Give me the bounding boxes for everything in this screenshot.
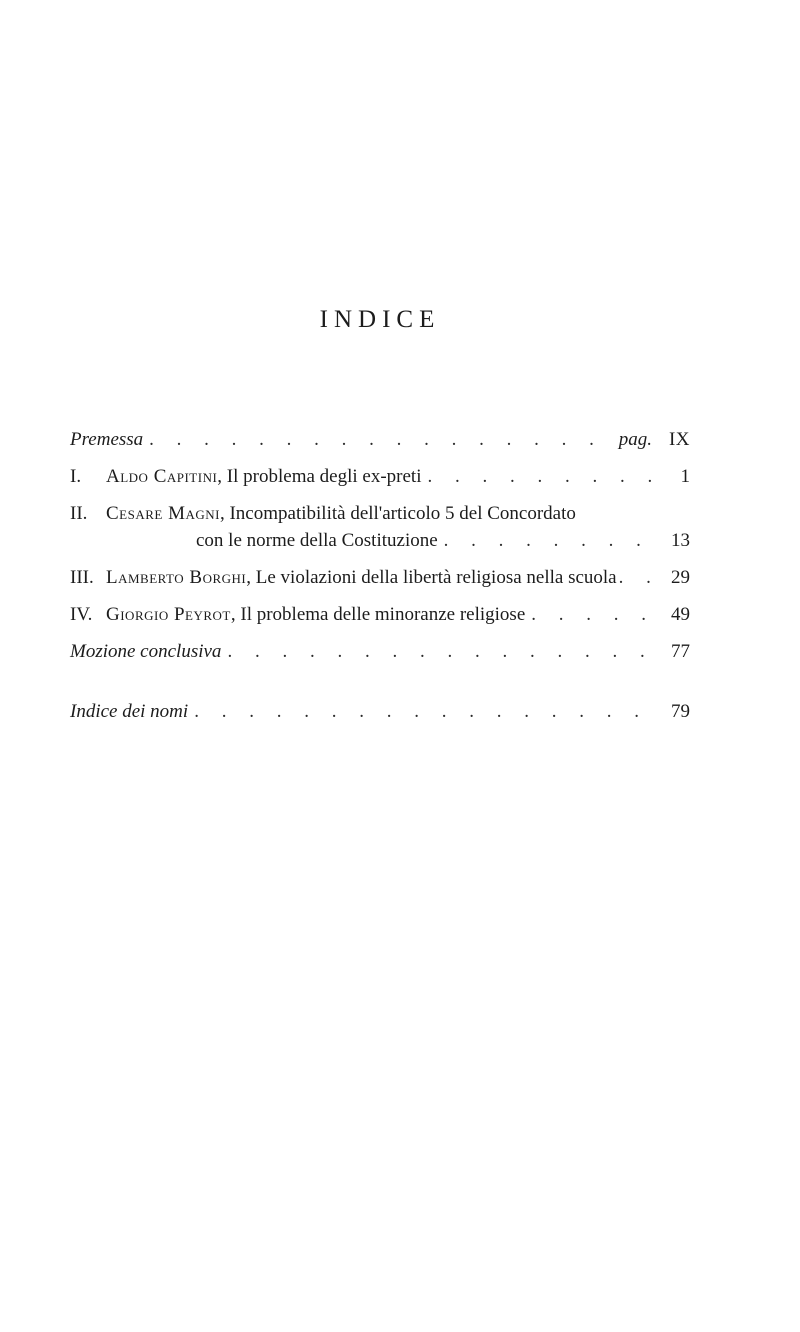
toc-entry-page: IX [668, 429, 690, 450]
toc-entry-page: 1 [680, 466, 690, 487]
toc-entry-numeral: II. [70, 503, 88, 524]
page-title: INDICE [319, 306, 441, 333]
toc-entry-2[interactable] [70, 500, 690, 527]
leader-dots [619, 564, 662, 591]
toc-entry-1[interactable] [70, 463, 690, 490]
toc-entry-title-continuation: con le norme della Costituzione [196, 530, 438, 551]
toc-entry-page: 77 [671, 641, 690, 662]
toc-entry-page: 49 [671, 604, 690, 625]
toc-entry-4[interactable] [70, 601, 690, 628]
toc-entry-author: Cesare Magni [106, 503, 220, 524]
toc-entry-indice-nomi[interactable] [70, 698, 690, 725]
toc-entry-page: 79 [671, 701, 690, 722]
toc-entry-page: 29 [671, 567, 690, 588]
page-label: pag. [618, 429, 652, 450]
leader-dots [427, 463, 658, 490]
leader-dots [227, 638, 658, 665]
toc-entry-title: , Incompatibilità dell'articolo 5 del Concordato [219, 503, 576, 524]
toc-entry-author: Aldo Capitini [106, 466, 218, 487]
toc-entry-title: , Le violazioni della libertà religiosa nella scuola [246, 567, 617, 588]
toc-entry-title: , Il problema degli ex-preti [217, 466, 422, 487]
toc-entry-page: 13 [671, 530, 690, 551]
toc-entry-title: Indice dei nomi [70, 701, 189, 722]
toc-entry-author: Lamberto Borghi [106, 567, 247, 588]
leader-dots [149, 426, 613, 453]
toc-entry-numeral: IV. [70, 604, 93, 625]
toc-entry-title: , Il problema delle minoranze religiose [230, 604, 526, 625]
toc-entry-2-continuation[interactable] [70, 527, 690, 554]
table-of-contents [70, 426, 690, 725]
toc-entry-3[interactable] [70, 564, 690, 591]
leader-dots [444, 527, 658, 554]
toc-entry-numeral: I. [70, 466, 82, 487]
toc-entry-premessa[interactable] [70, 426, 690, 453]
toc-entry-mozione[interactable] [70, 638, 690, 665]
toc-entry-author: Giorgio Peyrot [106, 604, 231, 625]
leader-dots [194, 698, 658, 725]
toc-entry-title: Premessa [70, 429, 144, 450]
toc-entry-numeral: III. [70, 567, 94, 588]
leader-dots [531, 601, 658, 628]
toc-entry-title: Mozione conclusiva [70, 641, 222, 662]
